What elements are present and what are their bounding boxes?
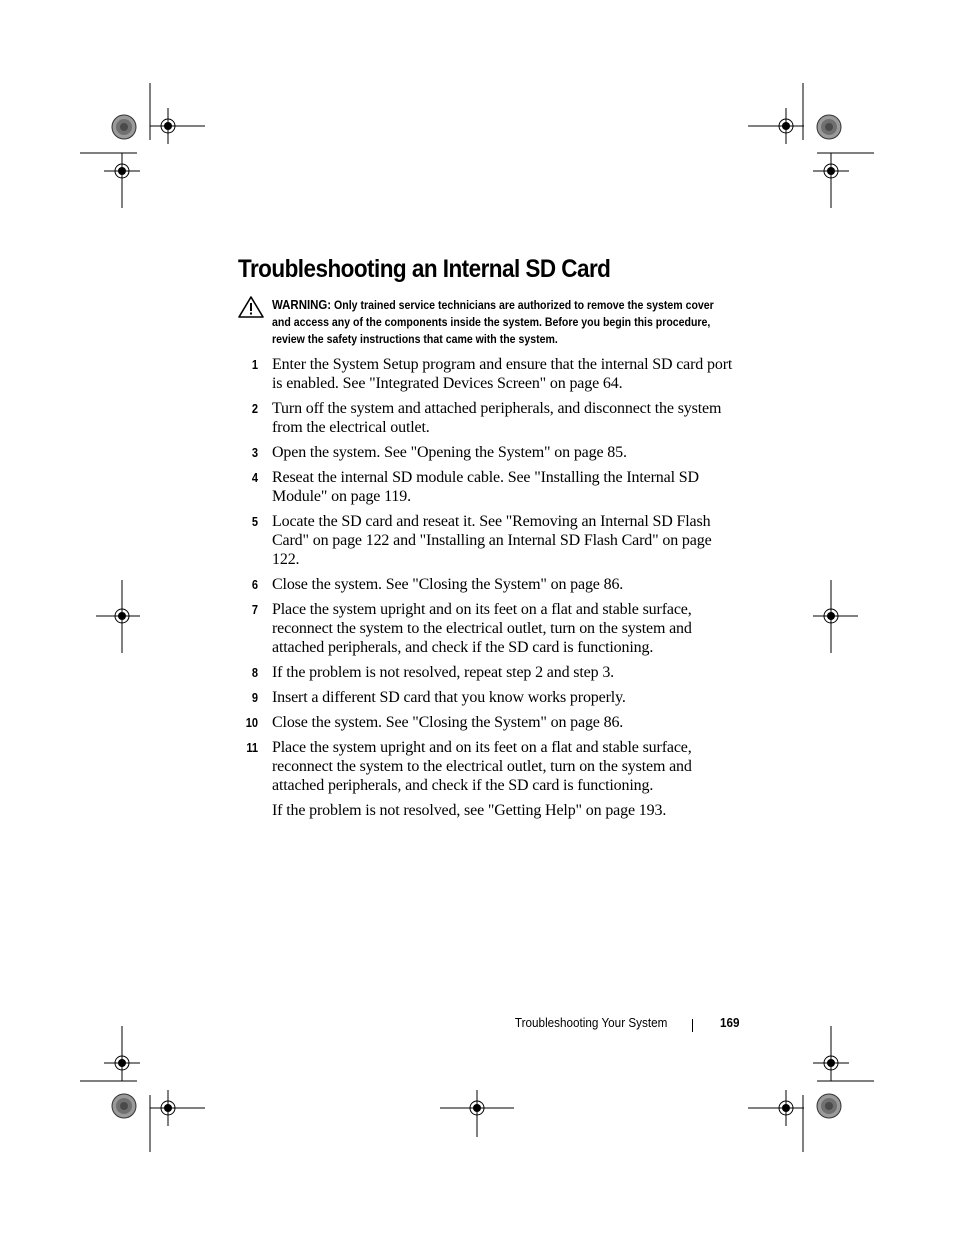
color-bar-wheel-icon: [112, 1094, 136, 1118]
list-item: [238, 355, 758, 393]
step-number: 1: [251, 357, 258, 372]
warning-label: WARNING:: [272, 297, 332, 312]
step-text: Turn off the system and attached peripherals, and disconnect the system from the electrical outlet.: [272, 400, 722, 436]
list-item: [238, 713, 758, 732]
footer-section-title: Troubleshooting Your System: [514, 1015, 667, 1030]
step-text: Close the system. See "Closing the System" on page 86.: [272, 714, 624, 731]
step-number: 4: [251, 470, 258, 485]
followup-text: If the problem is not resolved, see "Getting Help" on page 193.: [272, 802, 667, 819]
step-text: Reseat the internal SD module cable. See "Installing the Internal SD Module" on page 119.: [272, 469, 699, 505]
step-number: 9: [251, 690, 258, 705]
color-bar-wheel-icon: [817, 115, 841, 139]
registration-target-icon: [104, 1045, 140, 1081]
step-number: 10: [245, 715, 258, 730]
color-bar-wheel-icon: [112, 115, 136, 139]
registration-target-icon: [150, 1090, 186, 1126]
list-item: [238, 663, 758, 682]
step-text: Enter the System Setup program and ensure that the internal SD card port is enabled. See "Integrated Devices Screen" on page 64.: [272, 356, 733, 392]
step-text: Close the system. See "Closing the System" on page 86.: [272, 576, 624, 593]
procedure-steps: [238, 355, 758, 826]
registration-target-icon: [150, 108, 186, 144]
registration-target-icon: [813, 598, 849, 634]
step-number: 7: [251, 602, 258, 617]
list-item: [238, 738, 758, 820]
step-text: If the problem is not resolved, repeat step 2 and step 3.: [272, 664, 615, 681]
step-number: 5: [251, 514, 258, 529]
step-number: 8: [251, 665, 258, 680]
step-text: Place the system upright and on its feet on a flat and stable surface, reconnect the system to the electrical outlet, turn on the system and attached peripherals, and check if the SD card is functioning.: [272, 601, 692, 656]
page-number: 169: [720, 1015, 740, 1030]
step-text: Insert a different SD card that you know works properly.: [272, 689, 626, 706]
warning-body: Only trained service technicians are authorized to remove the system cover and access any of the components inside the system. Before you begin this procedure, review the safety instructions that came with the system.: [272, 298, 714, 346]
registration-target-icon: [813, 153, 849, 189]
registration-target-icon: [813, 1045, 849, 1081]
registration-target-icon: [459, 1090, 495, 1126]
warning-triangle-icon: [238, 296, 264, 318]
step-text: Locate the SD card and reseat it. See "Removing an Internal SD Flash Card" on page 122 and "Installing an Internal SD Flash Card" on page 122.: [272, 513, 712, 568]
list-item: [238, 600, 758, 657]
color-bar-wheel-icon: [817, 1094, 841, 1118]
list-item: [238, 468, 758, 506]
step-text: Place the system upright and on its feet on a flat and stable surface, reconnect the system to the electrical outlet, turn on the system and attached peripherals, and check if the SD card is functioning.: [272, 739, 692, 794]
footer-divider: [692, 1019, 693, 1032]
page-title: Troubleshooting an Internal SD Card: [238, 255, 611, 283]
registration-target-icon: [768, 1090, 804, 1126]
list-item: [238, 688, 758, 707]
step-number: 3: [251, 445, 258, 460]
registration-target-icon: [104, 153, 140, 189]
list-item: [238, 512, 758, 569]
warning-text: [272, 296, 730, 348]
list-item: [238, 575, 758, 594]
step-number: 6: [251, 577, 258, 592]
registration-target-icon: [768, 108, 804, 144]
step-text: Open the system. See "Opening the System" on page 85.: [272, 444, 627, 461]
registration-target-icon: [104, 598, 140, 634]
list-item: [238, 443, 758, 462]
step-number: 2: [251, 401, 258, 416]
step-number: 11: [246, 740, 258, 755]
page-footer: [0, 1015, 954, 1035]
list-item: [238, 399, 758, 437]
